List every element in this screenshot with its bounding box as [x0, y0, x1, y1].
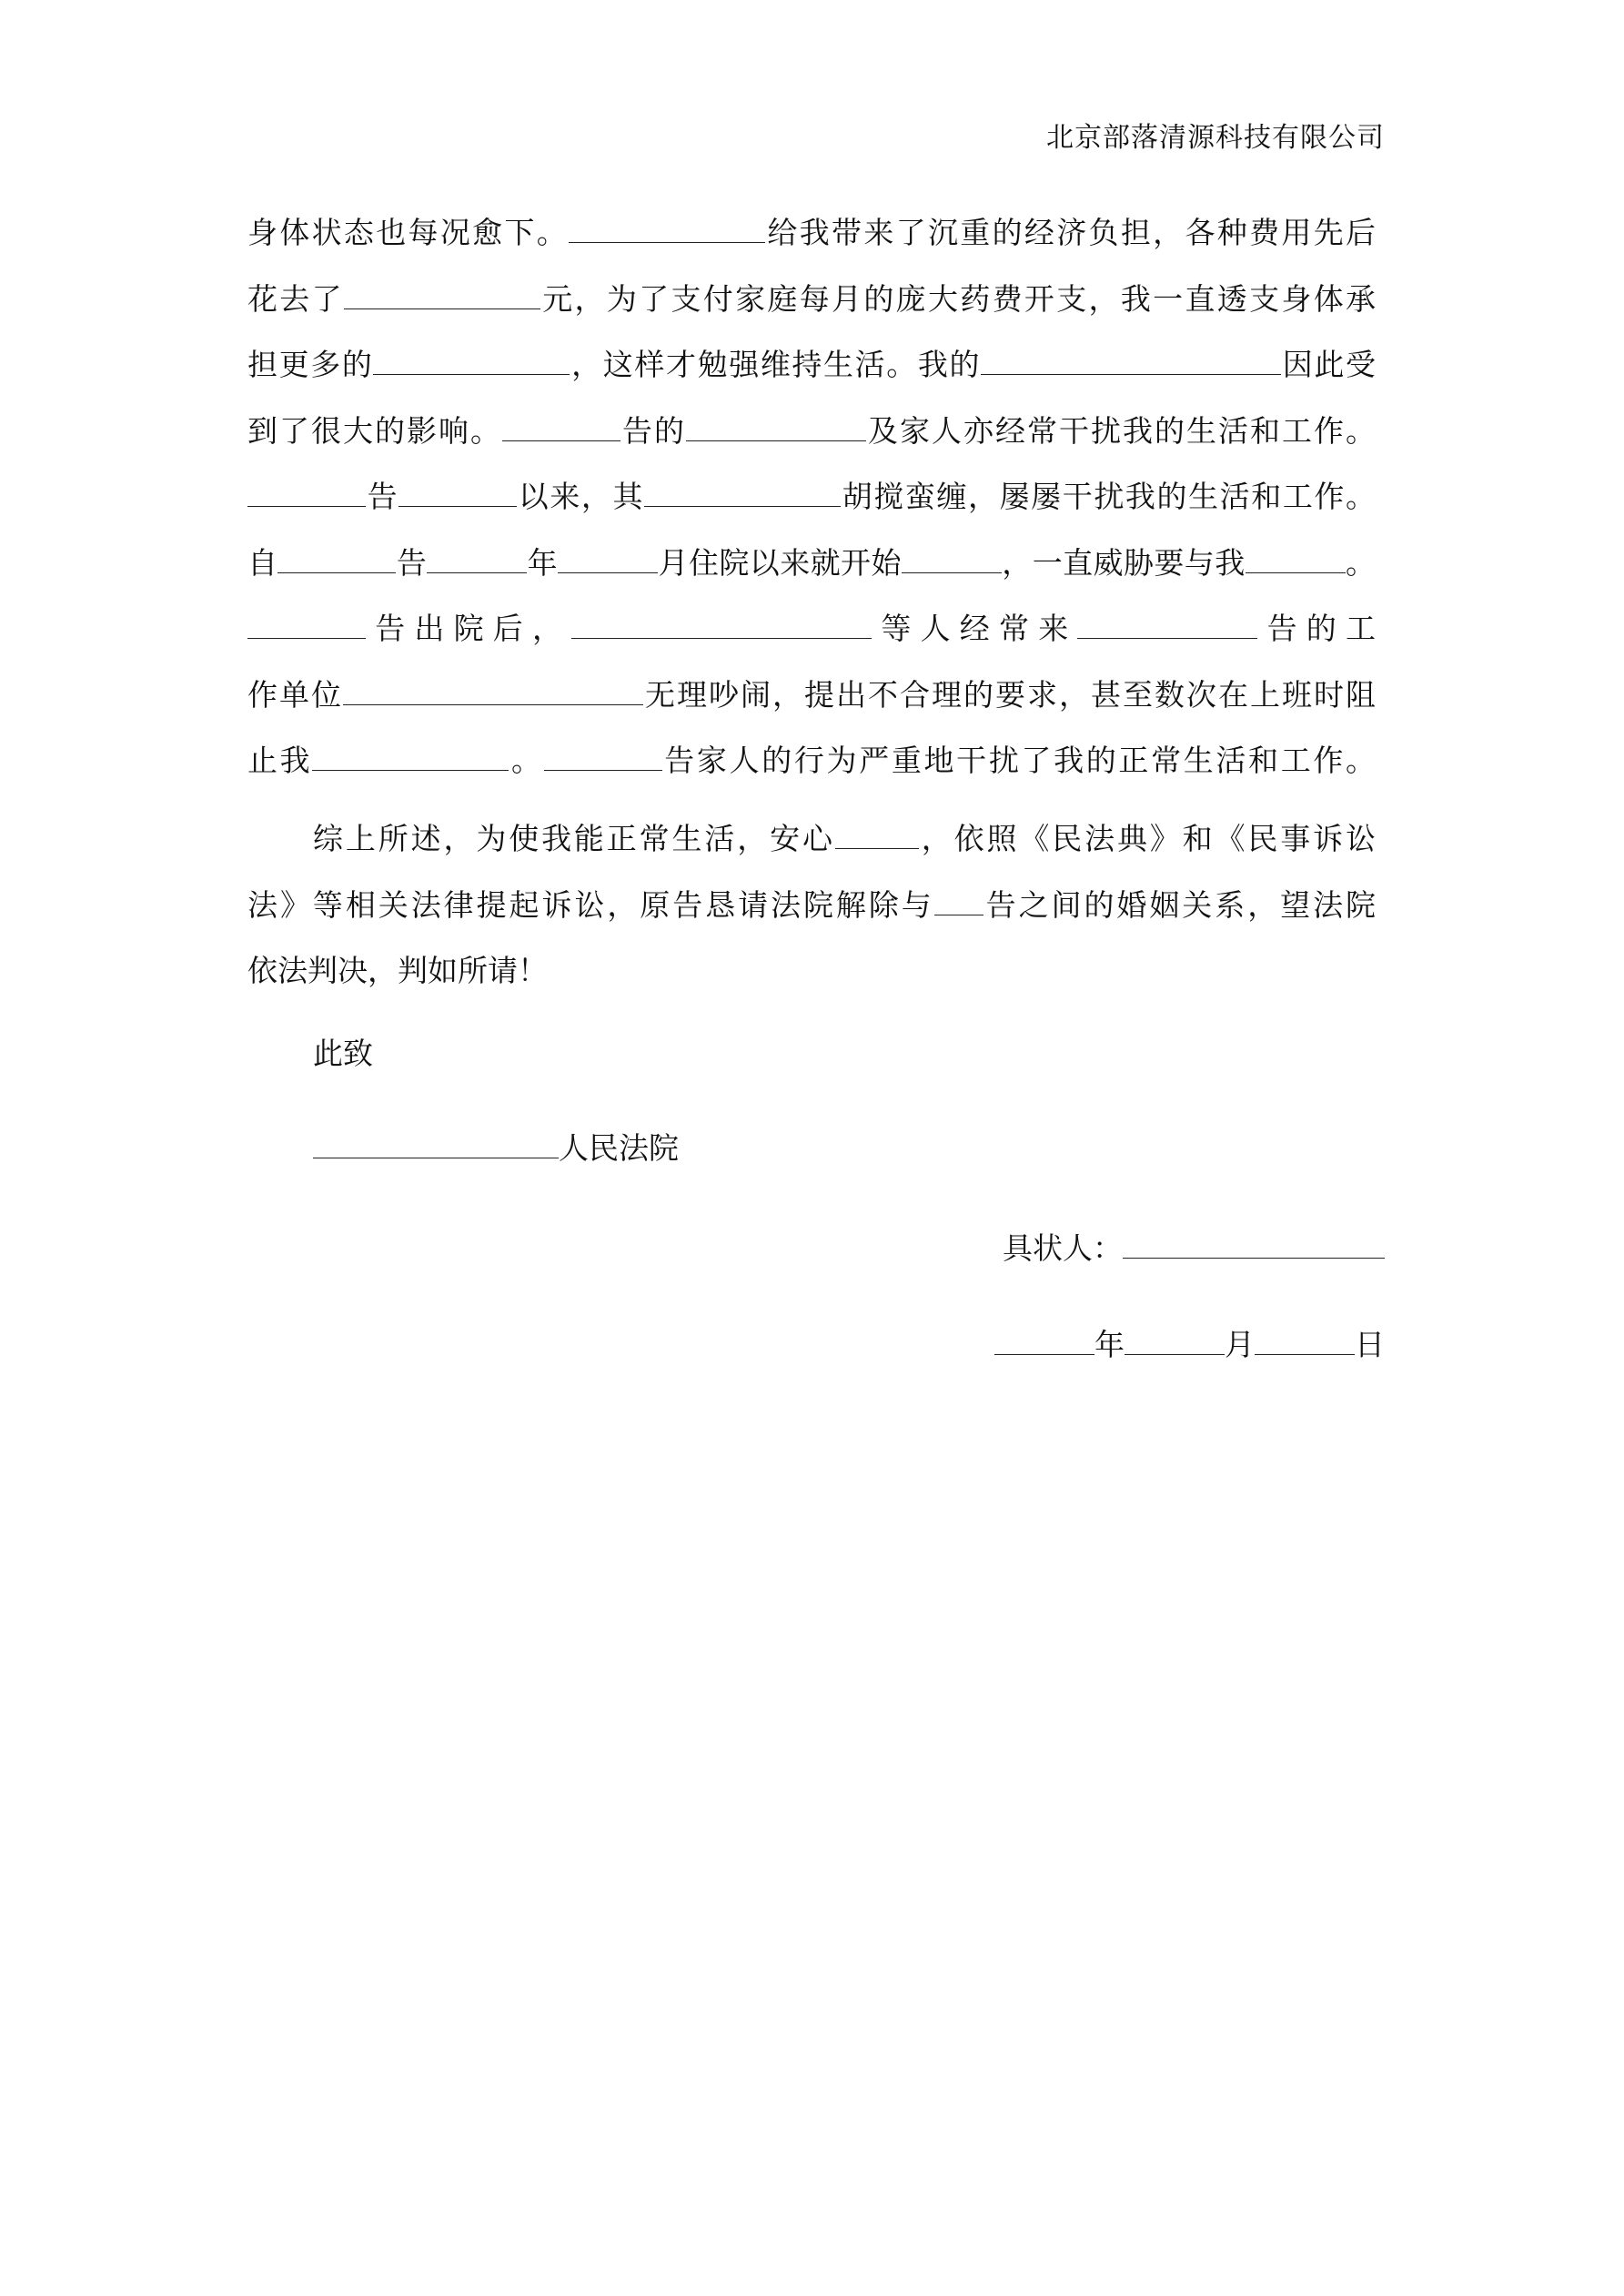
- text-line: 止我 。 告家人的行为严重地干扰了我的正常生活和工作。: [247, 743, 1377, 778]
- signature-line: [1003, 1225, 1385, 1268]
- fill-blank[interactable]: [544, 742, 662, 771]
- fill-blank[interactable]: [398, 478, 517, 507]
- fill-blank[interactable]: [1077, 610, 1257, 639]
- fill-blank[interactable]: [569, 214, 765, 243]
- date-line: 年 月 日: [994, 1321, 1385, 1364]
- text-line: 花去了 元，为了支付家庭每月的庞大药费开支，我一直透支身体承: [247, 280, 1377, 317]
- fill-blank[interactable]: [373, 346, 570, 375]
- fill-blank[interactable]: [686, 411, 866, 440]
- fill-blank[interactable]: [981, 346, 1281, 375]
- fill-blank[interactable]: [644, 478, 841, 507]
- fill-blank[interactable]: [344, 279, 540, 308]
- text-line: 自 告 年 月住院以来就开始 ，一直威胁要与我 。: [247, 544, 1377, 581]
- text-line: 告出院后， 等人经常来 告的工: [247, 596, 1376, 663]
- signature-blank[interactable]: [1123, 1229, 1385, 1259]
- text-line: 告 以来，其 胡搅蛮缠，屡屡干扰我的生活和工作。: [247, 464, 1376, 531]
- fill-blank[interactable]: [247, 610, 366, 639]
- court-name-blank[interactable]: [313, 1129, 559, 1158]
- fill-blank[interactable]: [502, 411, 620, 440]
- fill-blank[interactable]: [1246, 543, 1346, 572]
- signature-label: 具状人：: [1003, 1230, 1123, 1266]
- fill-blank[interactable]: [427, 543, 527, 572]
- year-blank[interactable]: [994, 1326, 1094, 1355]
- month-blank[interactable]: [1125, 1326, 1225, 1355]
- fill-blank[interactable]: [277, 543, 396, 572]
- main-paragraph: [247, 200, 1376, 794]
- text-line: 身体状态也每况愈下。 给我带来了沉重的经济负担，各种费用先后: [247, 215, 1377, 250]
- fill-blank[interactable]: [902, 543, 1002, 572]
- header-company-name: 北京部落清源科技有限公司: [1046, 122, 1385, 154]
- text-line: 综上所述，为使我能正常生活，安心 ，依照《民法典》和《民事诉讼: [313, 821, 1377, 856]
- fill-blank[interactable]: [312, 742, 509, 771]
- fill-blank[interactable]: [247, 478, 366, 507]
- text-line: 法》等相关法律提起诉讼，原告恳请法院解除与 告之间的婚姻关系，望法院: [247, 886, 1377, 923]
- text-line: 到了很大的影响。 告的 及家人亦经常干扰我的生活和工作。: [247, 412, 1376, 449]
- closing-salutation: 此致: [313, 1036, 373, 1071]
- text-line: 依法判决，判如所请！: [247, 953, 548, 988]
- court-addressee: 人民法院: [313, 1125, 679, 1168]
- fill-blank[interactable]: [835, 820, 919, 849]
- fill-blank[interactable]: [343, 675, 643, 704]
- conclusion-paragraph: [247, 806, 1376, 1005]
- text-line: 担更多的 ，这样才勉强维持生活。我的 因此受: [247, 347, 1377, 382]
- fill-blank[interactable]: [934, 885, 983, 915]
- day-blank[interactable]: [1255, 1326, 1355, 1355]
- text-line: 作单位 无理吵闹，提出不合理的要求，甚至数次在上班时阻: [247, 676, 1376, 713]
- fill-blank[interactable]: [571, 610, 872, 639]
- fill-blank[interactable]: [558, 543, 658, 572]
